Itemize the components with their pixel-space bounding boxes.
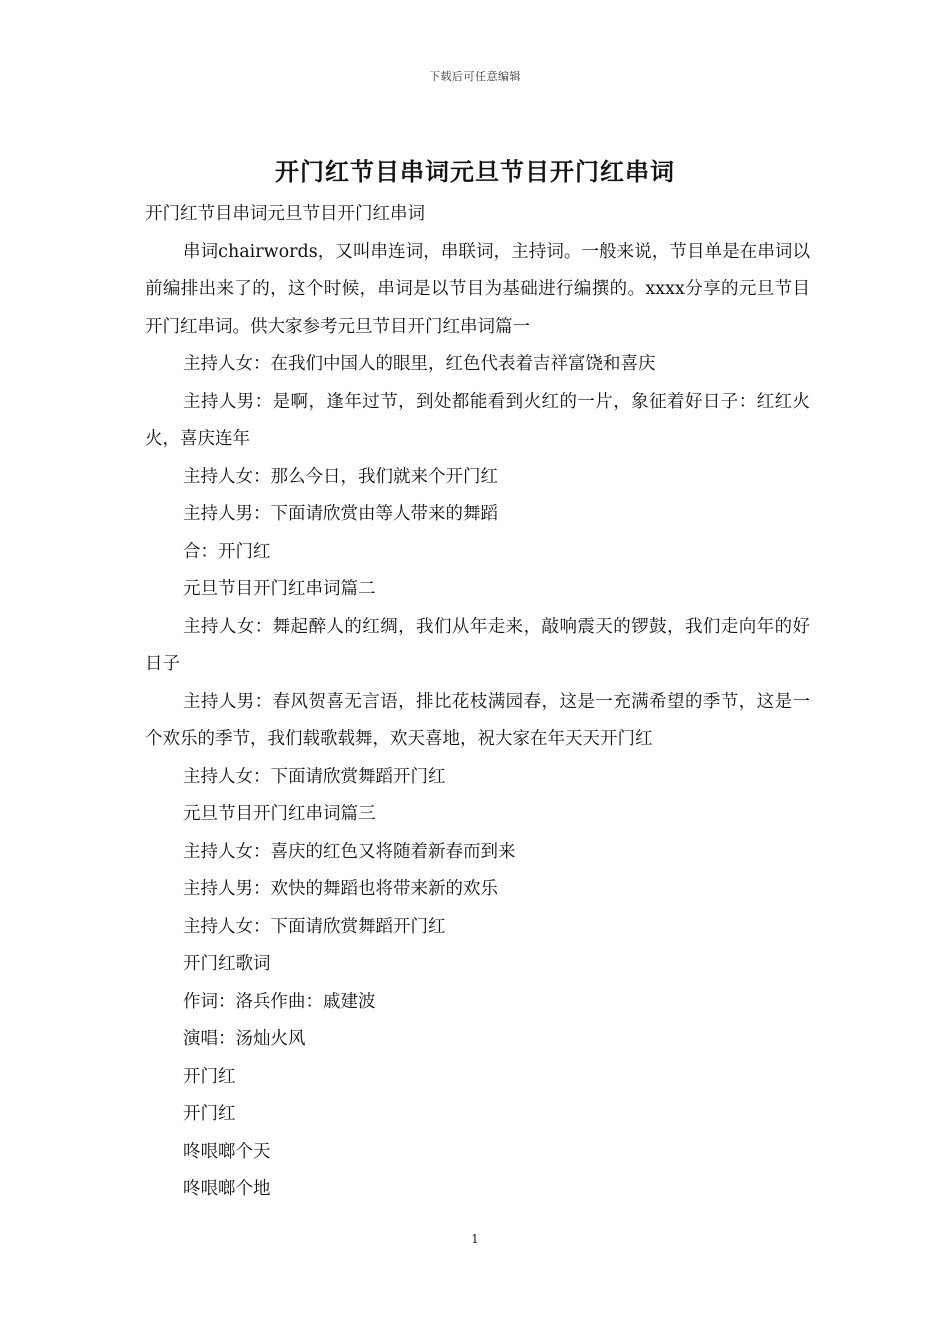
paragraph: 演唱：汤灿火风 [183,1029,306,1049]
page-number: 1 [471,1232,479,1246]
paragraph: 主持人女：在我们中国人的眼里，红色代表着吉祥富饶和喜庆 [183,354,656,374]
lyric-line: 咚哏啷个天 [183,1141,271,1162]
paragraph: 主持人男：下面请欣赏由等人带来的舞蹈 [183,504,498,524]
document-body [145,196,810,1209]
section-heading: 元旦节目开门红串词篇二 [183,579,376,599]
paragraph: 主持人女：下面请欣赏舞蹈开门红 [183,766,446,787]
paragraph: 主持人女：那么今日，我们就来个开门红 [183,466,498,487]
paragraph: 主持人男：是啊，逢年过节，到处都能看到火红的一片，象征着好日子：红红火火，喜庆连年 [145,391,810,449]
section-heading: 元旦节目开门红串词篇三 [183,804,376,824]
lyric-line: 开门红 [183,1066,236,1087]
paragraph: 主持人男：欢快的舞蹈也将带来新的欢乐 [183,879,498,899]
paragraph: 作词：洛兵作曲：戚建波 [183,991,376,1012]
paragraph: 开门红节目串词元旦节目开门红串词 [145,204,425,224]
lyric-line: 开门红 [183,1104,236,1124]
lyric-line: 咚哏啷个地 [183,1179,271,1199]
paragraph: 主持人女：下面请欣赏舞蹈开门红 [183,916,446,937]
document-title: 开门红节目串词元旦节目开门红串词 [275,157,675,186]
paragraph: 主持人女：舞起醉人的红绸，我们从年走来，敲响震天的锣鼓，我们走向年的好日子 [145,616,810,674]
paragraph: 主持人女：喜庆的红色又将随着新春而到来 [183,841,516,862]
paragraph: 串词chairwords，又叫串连词，串联词，主持词。一般来说，节目单是在串词以前编排出来了的，这个时候，串词是以节目为基础进行编撰的。xxxx分享的元旦节目开门红串词。供大家参考元旦节目开门红串词篇一 [145,241,810,337]
paragraph: 合：开门红 [183,541,271,562]
paragraph: 主持人男：春风贺喜无言语，排比花枝满园春，这是一充满希望的季节，这是一个欢乐的季节，我们载歌载舞，欢天喜地，祝大家在年天天开门红 [145,691,810,749]
section-heading: 开门红歌词 [183,954,271,974]
header-note: 下载后可任意编辑 [429,70,521,83]
